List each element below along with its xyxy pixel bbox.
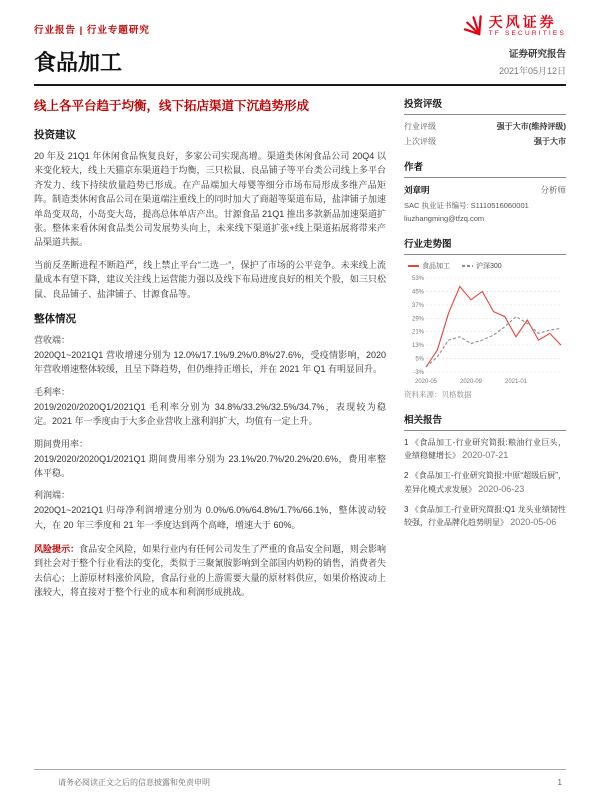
report-subtitle: 线上各平台趋于均衡，线下拓店渠道下沉趋势形成 (34, 98, 310, 113)
svg-text:29%: 29% (411, 316, 424, 323)
report-type: 证券研究报告 (508, 48, 566, 60)
related-report-2-date: 2020-06-23 (478, 483, 525, 494)
rating-row-previous (404, 136, 566, 147)
risk-label: 风险提示： (34, 544, 80, 555)
report-category: 行业报告 | 行业专题研究 (34, 25, 150, 36)
svg-text:37%: 37% (411, 302, 424, 309)
svg-text:2021-01: 2021-01 (504, 379, 528, 386)
metric-label-revenue: 营收端： (34, 334, 71, 345)
sidebar (404, 96, 566, 608)
author-section (404, 159, 566, 225)
related-report-3-date: 2020-05-06 (510, 517, 557, 528)
author-role: 分析师 (540, 184, 566, 195)
page-header (34, 14, 566, 38)
report-date: 2021年05月12日 (498, 65, 566, 76)
related-report-2-title: 2 《食品加工-行业研究简报:中原“超级后厨”，差异化模式求发展》 (404, 471, 566, 494)
industry-trend-heading: 行业走势图 (404, 236, 566, 255)
svg-text:-3%: -3% (413, 370, 424, 377)
metric-block-revenue (34, 333, 386, 377)
author-line (404, 184, 566, 196)
tf-fan-logo-icon (461, 14, 484, 37)
rating-row-industry (404, 121, 566, 132)
main-column (34, 96, 386, 608)
rating-heading: 投资评级 (404, 96, 566, 115)
related-reports-heading: 相关报告 (404, 412, 566, 431)
svg-text:21%: 21% (411, 329, 424, 336)
content-area (34, 96, 566, 608)
related-reports-section (404, 412, 566, 530)
svg-text:45%: 45% (411, 289, 424, 296)
metric-block-expense-ratio (34, 437, 386, 481)
report-meta (499, 46, 566, 77)
svg-text:53%: 53% (411, 276, 424, 283)
page-number: 1 (557, 778, 562, 787)
related-report-1-date: 2020-07-21 (462, 450, 509, 461)
brand-name-en: TF SECURITIES (488, 30, 566, 38)
legend-swatch-hs300 (462, 265, 473, 267)
investment-paragraph-1: 20 年及 21Q1 年休闲食品恢复良好，多家公司实现高增。渠道类休闲食品公司 20Q4 以来变化较大，线上天猫京东渠道趋于均衡，三只松鼠、良品铺子等平台类公司线上多平台齐发力、线下持续放量趋势已形成。在产品端加大母婴等细分市场布局形成多维产品矩阵。制造类休闲食品公司在渠道端注重线上的同时加大了商超等渠道布局，盐津铺子加速单岛变双岛，小岛变大岛，提高总体单店产出。甘源食品 21Q1 推出多款新品加速渠道扩张。整体来看休闲食品类公司发展势头向上，未来线下渠道扩张+线上渠道拓展将带来产品渠道共振。 (34, 151, 386, 248)
metric-block-gross-margin (34, 385, 386, 429)
svg-text:13%: 13% (411, 343, 424, 350)
related-report-1 (404, 437, 566, 463)
author-cert-number: SAC 执业证书编号: S1110516060001 (404, 200, 529, 210)
related-report-3-title: 3 《食品加工-行业研究简报:Q1 龙头业绩韧性较强，行业品牌化趋势明显》 (404, 504, 566, 528)
author-email: liuzhangming@tfzq.com (404, 213, 485, 223)
metric-text-gross-margin: 2019/2020/2020Q1/2021Q1 毛利率分别为 34.8%/33.2%/32.5%/34.7%，表现较为稳定。2021 年一季度由于大多企业营收上涨利润扩大，均值有一定上升。 (34, 401, 386, 427)
risk-text: 食品安全风险，如果行业内有任何公司发生了严重的食品安全问题，则会影响到社会对于整个行业看法的变化，类似于三聚氰胺影响到全部国内奶粉的销售，消费者失去信心；上游原材料涨价风险，食品行业的上游需要大量的原材料供应，如果价格波动上涨较大，将直接对于整个行业的成本和利润形成挑战。 (34, 544, 386, 598)
legend-swatch-food-processing (408, 265, 419, 267)
page-title: 食品加工 (34, 49, 123, 75)
metric-text-revenue: 2020Q1~2021Q1 营收增速分别为 12.0%/17.1%/9.2%/0.8%/27.6%，受疫情影响，2020 年营收增速整体较缓，且呈下降趋势，但仍维持正增长，并在 2021 年 Q1 有明显回升。 (34, 349, 386, 375)
legend-item-hs300 (462, 261, 502, 271)
rating-section (404, 96, 566, 147)
industry-trend-section (404, 236, 566, 400)
svg-text:2020-05: 2020-05 (414, 379, 438, 386)
brand-logo (461, 14, 566, 38)
svg-text:2020-09: 2020-09 (459, 379, 483, 386)
legend-label-food-processing: 食品加工 (422, 263, 450, 271)
footer-disclaimer: 请务必阅读正文之后的信息披露和免责申明 (58, 778, 210, 787)
rating-value-previous: 强于大市 (534, 136, 566, 146)
metric-text-expense-ratio: 2019/2020/2020Q1/2021Q1 期间费用率分别为 23.1%/20.7%/20.2%/20.6%，费用率整体平稳。 (34, 453, 386, 478)
legend-item-food-processing (408, 261, 450, 271)
title-row (34, 46, 566, 86)
svg-text:5%: 5% (415, 356, 424, 363)
author-heading: 作者 (404, 159, 566, 178)
section-heading-overall: 整体情况 (34, 312, 76, 325)
brand-name: 天风证券 (488, 14, 557, 30)
author-name: 刘章明 (404, 184, 430, 195)
related-report-2 (404, 470, 566, 496)
metric-text-profit: 2020Q1~2021Q1 归母净利润增速分别为 0.0%/6.0%/64.8%/1.7%/66.1%，整体波动较大，在 20 年三季度和 21 年一季度达到两个高峰，增速大于 60%。 (34, 505, 386, 530)
investment-paragraph-2: 当前反垄断进程不断趋严，线上禁止平台“二选一”，保护了市场的公平竞争。未来线上流量成本有望下降，建议关注线上运营能力强以及线下布局进度良好的相关个股，如三只松鼠、良品铺子、盐津铺子、甘源食品等。 (34, 259, 386, 299)
rating-label-industry: 行业评级 (404, 121, 436, 131)
related-report-1-title: 1 《食品加工-行业研究简报:粮油行业巨头，业绩稳健增长》 (404, 438, 566, 461)
industry-trend-chart (404, 273, 564, 385)
rating-value-industry: 强于大市(维持评级) (496, 121, 566, 131)
risk-paragraph (34, 542, 386, 600)
metric-label-expense-ratio: 期间费用率： (34, 438, 89, 449)
section-heading-investment-advice: 投资建议 (34, 129, 76, 142)
rating-label-previous: 上次评级 (404, 136, 436, 146)
page-footer (34, 769, 566, 800)
metric-label-gross-margin: 毛利率： (34, 386, 71, 397)
metric-block-profit (34, 488, 386, 532)
chart-legend (408, 261, 566, 271)
chart-source: 资料来源：贝格数据 (404, 390, 472, 400)
metric-label-profit: 利润端： (34, 490, 71, 501)
legend-label-hs300: 沪深300 (476, 263, 502, 271)
brand-text (489, 14, 566, 38)
related-report-3 (404, 504, 566, 530)
